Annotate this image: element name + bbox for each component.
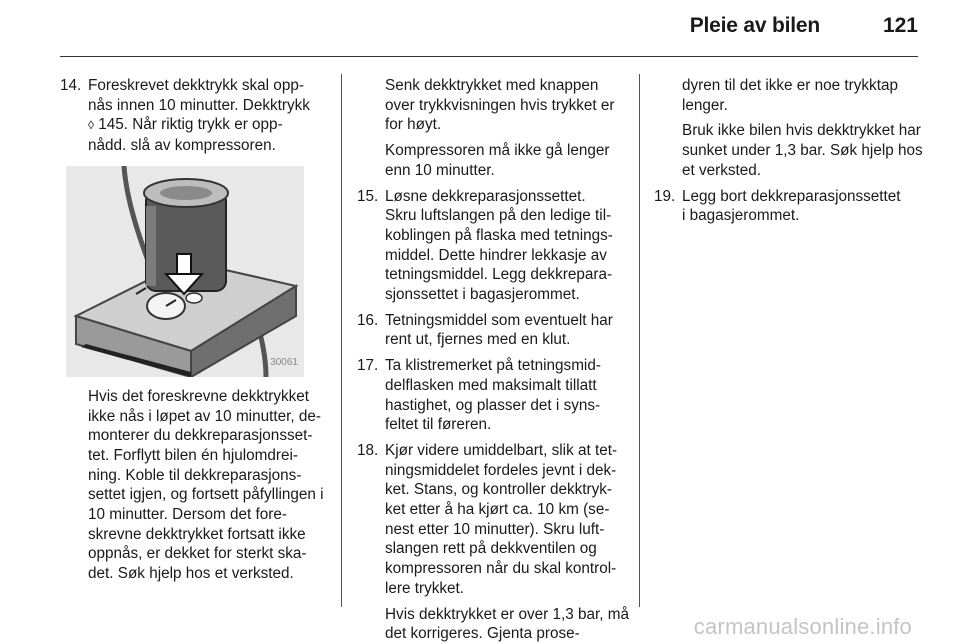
step-line: delflasken med maksimalt tillatt xyxy=(385,376,597,394)
page-ref-icon: ◊ xyxy=(88,118,94,133)
figure-code: 30061 xyxy=(270,357,298,369)
step-17 xyxy=(357,356,629,435)
paragraph-line: oppnås, er dekket for sterkt ska- xyxy=(88,545,307,563)
page-header-title: Pleie av bilen xyxy=(689,14,820,37)
step-line: ket etter å ha kjørt ca. 10 km (se- xyxy=(385,501,610,519)
step-number: 15. xyxy=(357,187,379,205)
paragraph-line: det. Søk hjelp hos et verksted. xyxy=(88,565,294,583)
step-19 xyxy=(654,187,924,226)
column-2 xyxy=(357,76,629,644)
step-line: hastighet, og plasser det i syns- xyxy=(385,396,601,414)
step-line: kompressoren når du skal kontrol- xyxy=(385,560,617,578)
column-divider-1 xyxy=(341,74,342,607)
step-line: i bagasjerommet. xyxy=(682,207,800,225)
paragraph-line: enn 10 minutter. xyxy=(385,161,495,179)
paragraph-line: Hvis dekktrykket er over 1,3 bar, xyxy=(385,605,604,623)
step-line: rent ut, fjernes med en klut. xyxy=(385,331,571,349)
step-line: tetningsmiddel. Legg dekkrepara- xyxy=(385,266,613,284)
paragraph-line: har sunket under 1,3 bar. Søk xyxy=(682,122,921,160)
step-line: slangen rett på dekkventilen og xyxy=(385,540,597,558)
step-line: nås innen 10 minutter. Dekktrykk xyxy=(88,96,310,114)
step-line: lere trykket. xyxy=(385,579,465,597)
note-paragraph xyxy=(654,121,924,180)
step-number: 14. xyxy=(60,77,82,94)
step-line: Tetningsmiddel som eventuelt har xyxy=(385,311,613,329)
paragraph-line: Senk dekktrykket med knappen xyxy=(385,77,599,94)
step-line: Legg bort dekkreparasjonssettet xyxy=(682,187,901,205)
page-number: 121 xyxy=(882,14,918,37)
paragraph-line: Bruk ikke bilen hvis dekktrykket xyxy=(682,122,895,140)
step-line: nådd. slå av kompressoren. xyxy=(88,137,276,155)
step-line: Foreskrevet dekktrykk skal opp- xyxy=(88,77,304,94)
compressor-illustration xyxy=(66,166,304,377)
step-16 xyxy=(357,311,629,350)
step-number: 19. xyxy=(654,187,676,205)
paragraph-line: Kompressoren må ikke gå lenger xyxy=(385,142,610,160)
intro-paragraph-1 xyxy=(357,76,629,135)
continued-paragraph xyxy=(654,76,924,115)
paragraph-line: settet igjen, og fortsett påfyllingen xyxy=(88,486,316,504)
step-line: feltet til føreren. xyxy=(385,416,492,434)
header-rule xyxy=(60,56,918,57)
page-ref-text[interactable]: 145. Når riktig trykk er opp- xyxy=(98,116,283,134)
step-line-ref xyxy=(88,115,332,136)
step-line: Løsne dekkreparasjonssettet. xyxy=(385,187,586,205)
paragraph-line: tet. Forflytt bilen én hjulomdrei- xyxy=(88,446,298,464)
after-figure-paragraph xyxy=(60,387,332,584)
paragraph-line: ikke nås i løpet av 10 minutter, de- xyxy=(88,407,321,425)
paragraph-line: Hvis det foreskrevne dekktrykket xyxy=(88,387,310,405)
watermark: carmanualsonline.info xyxy=(693,614,912,639)
step-line: ningsmiddelet fordeles jevnt i dek- xyxy=(385,461,617,479)
step-line: koblingen på flaska med tetnings- xyxy=(385,226,613,244)
paragraph-line: lenger. xyxy=(682,96,728,114)
paragraph-line: hjelp hos et verksted. xyxy=(682,142,923,179)
paragraph-line: monterer du dekkreparasjonsset- xyxy=(88,427,313,445)
intro-paragraph-2 xyxy=(357,141,629,180)
paragraph-line: for høyt. xyxy=(385,116,442,134)
compressor-figure xyxy=(66,166,304,377)
paragraph-line: må det korrigeres. Gjenta prose- xyxy=(385,605,629,643)
step-line: Ta klistremerket på tetningsmid- xyxy=(385,357,601,375)
step-number: 18. xyxy=(357,441,379,459)
paragraph-line: dyren til det ikke er noe trykktap xyxy=(682,77,898,94)
step-line: Kjør videre umiddelbart, slik at tet- xyxy=(385,441,618,459)
step-line: ket. Stans, og kontroller dekktryk- xyxy=(385,481,612,499)
step-line: Skru luftslangen på den ledige til- xyxy=(385,207,612,225)
step-18-extra xyxy=(357,605,629,644)
step-14 xyxy=(60,76,332,156)
step-number: 16. xyxy=(357,311,379,329)
paragraph-line: i 10 minutter. Dersom det fore- xyxy=(88,486,324,524)
step-line: sjonssettet i bagasjerommet. xyxy=(385,286,580,304)
column-3 xyxy=(654,76,924,226)
paragraph-line: ning. Koble til dekkreparasjons- xyxy=(88,466,302,484)
paragraph-line: over trykkvisningen hvis trykket er xyxy=(385,96,615,114)
step-line: nest etter 10 minutter). Skru luft- xyxy=(385,520,605,538)
column-1 xyxy=(60,76,332,584)
step-15 xyxy=(357,187,629,305)
step-line: middel. Dette hindrer lekkasje av xyxy=(385,246,607,264)
column-divider-2 xyxy=(639,74,640,607)
step-number: 17. xyxy=(357,357,379,375)
paragraph-line: skrevne dekktrykket fortsatt ikke xyxy=(88,525,306,543)
step-18 xyxy=(357,441,629,599)
